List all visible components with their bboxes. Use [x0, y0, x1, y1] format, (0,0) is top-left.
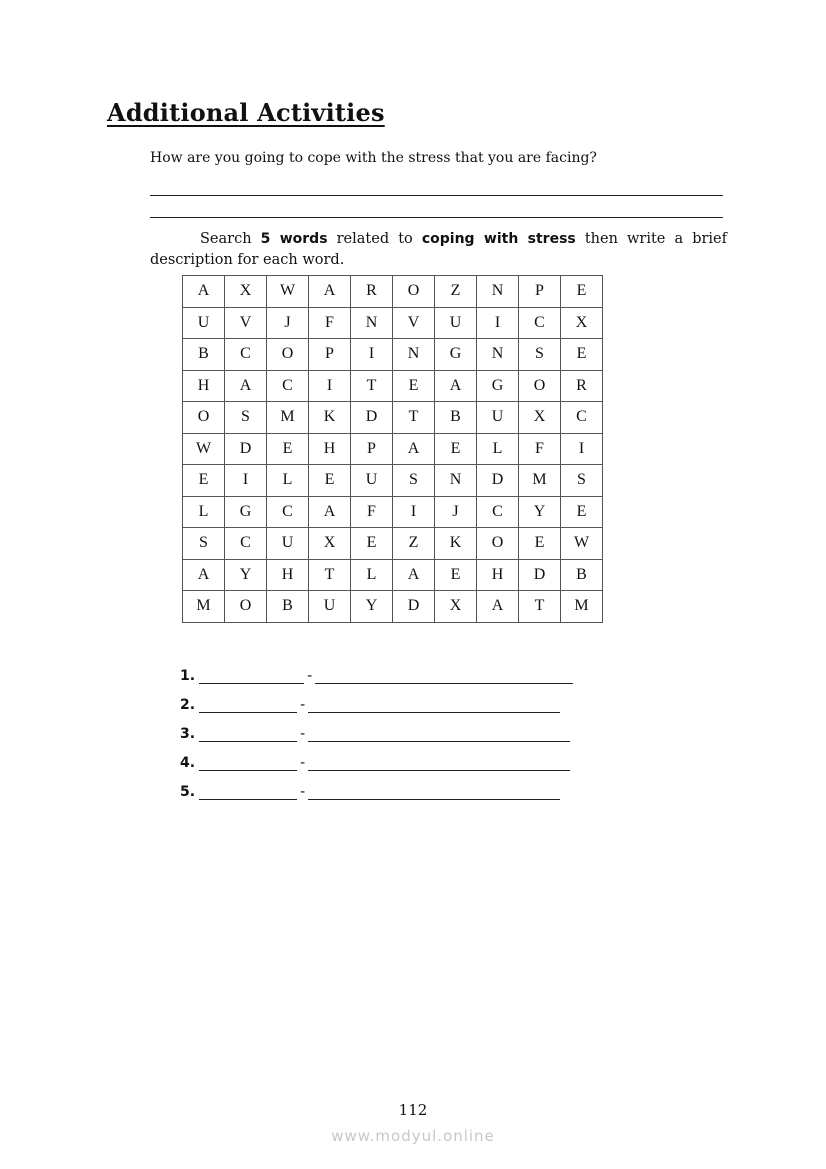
grid-cell[interactable]: K	[309, 402, 351, 434]
answer-number: 4.	[180, 755, 196, 771]
grid-cell[interactable]: A	[393, 559, 435, 591]
description-blank[interactable]	[308, 756, 570, 771]
grid-cell[interactable]: T	[351, 370, 393, 402]
grid-cell[interactable]: E	[351, 528, 393, 560]
grid-row	[183, 402, 603, 434]
grid-cell[interactable]: F	[519, 433, 561, 465]
grid-cell[interactable]: T	[309, 559, 351, 591]
answer-number: 5.	[180, 784, 196, 800]
word-blank[interactable]	[199, 727, 297, 742]
grid-cell[interactable]: S	[561, 465, 603, 497]
grid-cell[interactable]: R	[561, 370, 603, 402]
description-blank[interactable]	[308, 785, 560, 800]
grid-row	[183, 276, 603, 308]
grid-cell[interactable]: D	[225, 433, 267, 465]
grid-cell[interactable]: E	[519, 528, 561, 560]
grid-cell[interactable]: Z	[435, 276, 477, 308]
grid-cell[interactable]: D	[351, 402, 393, 434]
grid-cell[interactable]: M	[183, 591, 225, 623]
grid-cell[interactable]: S	[225, 402, 267, 434]
grid-cell[interactable]: E	[561, 276, 603, 308]
grid-row	[183, 339, 603, 371]
grid-cell[interactable]: I	[309, 370, 351, 402]
grid-cell[interactable]: M	[267, 402, 309, 434]
grid-cell[interactable]: N	[435, 465, 477, 497]
grid-cell[interactable]: T	[393, 402, 435, 434]
grid-cell[interactable]: O	[393, 276, 435, 308]
grid-cell[interactable]: E	[435, 433, 477, 465]
grid-cell[interactable]: C	[267, 370, 309, 402]
grid-cell[interactable]: X	[225, 276, 267, 308]
grid-cell[interactable]: G	[225, 496, 267, 528]
answer-row	[180, 771, 573, 800]
grid-cell[interactable]: E	[561, 496, 603, 528]
grid-cell[interactable]: L	[351, 559, 393, 591]
grid-cell[interactable]: E	[393, 370, 435, 402]
grid-cell[interactable]: Y	[351, 591, 393, 623]
grid-cell[interactable]: O	[477, 528, 519, 560]
grid-row	[183, 307, 603, 339]
grid-cell[interactable]: W	[561, 528, 603, 560]
grid-cell[interactable]: U	[435, 307, 477, 339]
answer-dash: -	[300, 726, 306, 742]
grid-cell[interactable]: C	[267, 496, 309, 528]
grid-cell[interactable]: N	[477, 276, 519, 308]
grid-row	[183, 496, 603, 528]
grid-cell[interactable]: L	[477, 433, 519, 465]
answer-number: 2.	[180, 697, 196, 713]
grid-cell[interactable]: O	[519, 370, 561, 402]
grid-cell[interactable]: X	[519, 402, 561, 434]
grid-cell[interactable]: X	[309, 528, 351, 560]
grid-cell[interactable]: A	[393, 433, 435, 465]
grid-cell[interactable]: H	[309, 433, 351, 465]
grid-cell[interactable]: Z	[393, 528, 435, 560]
word-blank[interactable]	[199, 785, 297, 800]
grid-cell[interactable]: U	[351, 465, 393, 497]
answer-row	[180, 742, 573, 771]
grid-cell[interactable]: O	[183, 402, 225, 434]
description-blank[interactable]	[308, 698, 560, 713]
grid-cell[interactable]: L	[267, 465, 309, 497]
grid-cell[interactable]: C	[225, 339, 267, 371]
grid-cell[interactable]: C	[561, 402, 603, 434]
grid-cell[interactable]: S	[183, 528, 225, 560]
answer-number: 1.	[180, 668, 196, 684]
answer-row	[180, 684, 573, 713]
grid-row	[183, 591, 603, 623]
grid-cell[interactable]: G	[477, 370, 519, 402]
grid-cell[interactable]: J	[267, 307, 309, 339]
grid-cell[interactable]: I	[225, 465, 267, 497]
grid-row	[183, 370, 603, 402]
grid-cell[interactable]: A	[309, 276, 351, 308]
grid-cell[interactable]: B	[267, 591, 309, 623]
grid-cell[interactable]: G	[435, 339, 477, 371]
answer-row	[180, 713, 573, 742]
grid-cell[interactable]: M	[561, 591, 603, 623]
grid-cell[interactable]: V	[393, 307, 435, 339]
grid-cell[interactable]: U	[267, 528, 309, 560]
grid-cell[interactable]: C	[477, 496, 519, 528]
answer-list	[180, 655, 573, 800]
grid-cell[interactable]: D	[477, 465, 519, 497]
description-blank[interactable]	[315, 669, 573, 684]
description-blank[interactable]	[308, 727, 570, 742]
grid-cell[interactable]: A	[225, 370, 267, 402]
grid-row	[183, 559, 603, 591]
answer-dash: -	[307, 668, 313, 684]
watermark: www.modyul.online	[331, 1127, 495, 1145]
grid-cell[interactable]: Y	[519, 496, 561, 528]
grid-cell[interactable]: S	[393, 465, 435, 497]
page-number: 112	[398, 1101, 428, 1119]
question-text: How are you going to cope with the stress that you are facing?	[150, 150, 597, 166]
grid-cell[interactable]: I	[393, 496, 435, 528]
grid-cell[interactable]: A	[477, 591, 519, 623]
grid-row	[183, 465, 603, 497]
word-search-grid	[182, 275, 603, 623]
answer-dash: -	[300, 784, 306, 800]
grid-cell[interactable]: D	[393, 591, 435, 623]
answer-line-1[interactable]	[150, 195, 723, 196]
grid-cell[interactable]: B	[183, 339, 225, 371]
grid-cell[interactable]: C	[519, 307, 561, 339]
grid-cell[interactable]: A	[183, 559, 225, 591]
grid-cell[interactable]: V	[225, 307, 267, 339]
grid-cell[interactable]: P	[351, 433, 393, 465]
grid-cell[interactable]: T	[519, 591, 561, 623]
grid-cell[interactable]: P	[519, 276, 561, 308]
grid-cell[interactable]: X	[435, 591, 477, 623]
grid-cell[interactable]: B	[435, 402, 477, 434]
grid-cell[interactable]: A	[183, 276, 225, 308]
section-title: Additional Activities	[107, 98, 385, 127]
answer-number: 3.	[180, 726, 196, 742]
grid-cell[interactable]: N	[351, 307, 393, 339]
grid-cell[interactable]: R	[351, 276, 393, 308]
answer-row	[180, 655, 573, 684]
grid-cell[interactable]: L	[183, 496, 225, 528]
instruction-text: Search 5 words related to coping with stress then write a brief description for each word.	[150, 231, 727, 268]
grid-cell[interactable]: U	[183, 307, 225, 339]
answer-line-2[interactable]	[150, 217, 723, 218]
grid-cell[interactable]: E	[183, 465, 225, 497]
grid-cell[interactable]: U	[309, 591, 351, 623]
grid-row	[183, 528, 603, 560]
grid-cell[interactable]: O	[267, 339, 309, 371]
grid-cell[interactable]: H	[477, 559, 519, 591]
grid-cell[interactable]: O	[225, 591, 267, 623]
grid-cell[interactable]: N	[393, 339, 435, 371]
grid-cell[interactable]: I	[351, 339, 393, 371]
word-blank[interactable]	[199, 669, 304, 684]
grid-cell[interactable]: C	[225, 528, 267, 560]
grid-cell[interactable]: Y	[225, 559, 267, 591]
grid-cell[interactable]: E	[435, 559, 477, 591]
answer-dash: -	[300, 755, 306, 771]
grid-cell[interactable]: J	[435, 496, 477, 528]
grid-cell[interactable]: H	[267, 559, 309, 591]
grid-cell[interactable]: H	[183, 370, 225, 402]
word-blank[interactable]	[199, 756, 297, 771]
grid-cell[interactable]: W	[183, 433, 225, 465]
grid-cell[interactable]: M	[519, 465, 561, 497]
grid-cell[interactable]: S	[519, 339, 561, 371]
grid-cell[interactable]: I	[477, 307, 519, 339]
grid-cell[interactable]: N	[477, 339, 519, 371]
grid-cell[interactable]: K	[435, 528, 477, 560]
grid-cell[interactable]: U	[477, 402, 519, 434]
grid-cell[interactable]: E	[561, 339, 603, 371]
grid-cell[interactable]: E	[309, 465, 351, 497]
grid-cell[interactable]: A	[309, 496, 351, 528]
grid-cell[interactable]: F	[351, 496, 393, 528]
grid-cell[interactable]: P	[309, 339, 351, 371]
grid-cell[interactable]: X	[561, 307, 603, 339]
grid-cell[interactable]: B	[561, 559, 603, 591]
grid-cell[interactable]: A	[435, 370, 477, 402]
grid-cell[interactable]: E	[267, 433, 309, 465]
grid-row	[183, 433, 603, 465]
grid-cell[interactable]: W	[267, 276, 309, 308]
grid-cell[interactable]: I	[561, 433, 603, 465]
grid-cell[interactable]: F	[309, 307, 351, 339]
answer-dash: -	[300, 697, 306, 713]
word-blank[interactable]	[199, 698, 297, 713]
grid-cell[interactable]: D	[519, 559, 561, 591]
